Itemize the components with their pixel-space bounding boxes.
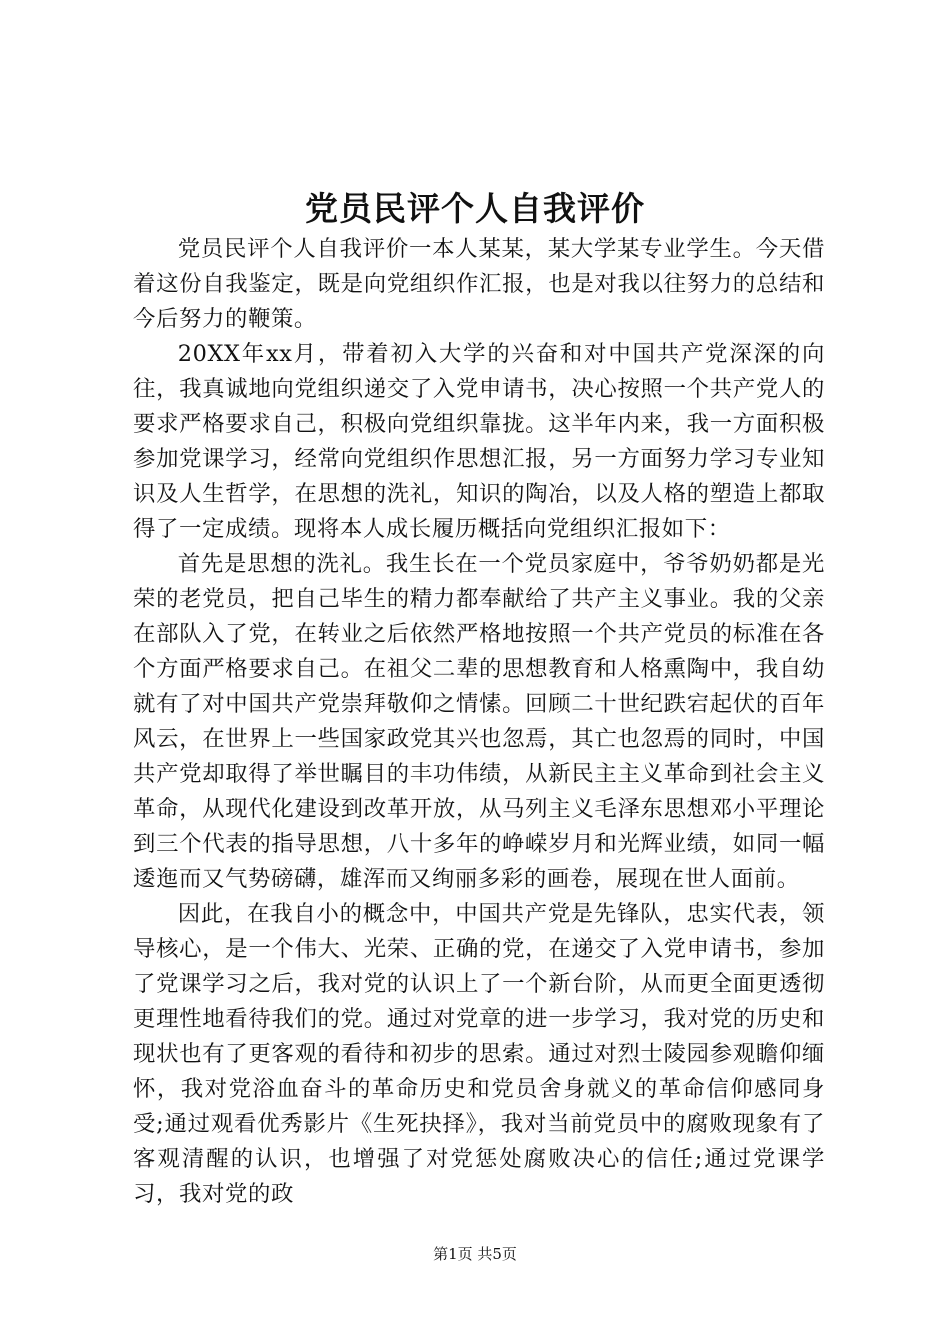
- paragraph: 首先是思想的洗礼。我生长在一个党员家庭中，爷爷奶奶都是光荣的老党员，把自己毕生的精力都奉献给了共产主义事业。我的父亲在部队入了党，在转业之后依然严格地按照一个共产党员的标准在各个方面严格要求自己。在祖父二辈的思想教育和人格熏陶中，我自幼就有了对中国共产党崇拜敬仰之情愫。回顾二十世纪跌宕起伏的百年风云，在世界上一些国家政党其兴也忽焉，其亡也忽焉的同时，中国共产党却取得了举世瞩目的丰功伟绩，从新民主主义革命到社会主义革命，从现代化建设到改革开放，从马列主义毛泽东思想邓小平理论到三个代表的指导思想，八十多年的峥嵘岁月和光辉业绩，如同一幅逶迤而又气势磅礴，雄浑而又绚丽多彩的画卷，展现在世人面前。: [133, 551, 825, 892]
- paragraph: 20XX年xx月，带着初入大学的兴奋和对中国共产党深深的向往，我真诚地向党组织递交了入党申请书，决心按照一个共产党人的要求严格要求自己，积极向党组织靠拢。这半年内来，我一方面积极参加党课学习，经常向党组织作思想汇报，另一方面努力学习专业知识及人生哲学，在思想的洗礼，知识的陶冶，以及人格的塑造上都取得了一定成绩。现将本人成长履历概括向党组织汇报如下：: [133, 341, 825, 542]
- document-title: 党员民评个人自我评价: [305, 189, 645, 228]
- paragraph: 党员民评个人自我评价一本人某某，某大学某专业学生。今天借着这份自我鉴定，既是向党组织作汇报，也是对我以往努力的总结和今后努力的鞭策。: [133, 236, 825, 332]
- paragraph: 因此，在我自小的概念中，中国共产党是先锋队，忠实代表，领导核心，是一个伟大、光荣、正确的党，在递交了入党申请书，参加了党课学习之后，我对党的认识上了一个新台阶，从而更全面更透彻更理性地看待我们的党。通过对党章的进一步学习，我对党的历史和现状也有了更客观的看待和初步的思索。通过对烈士陵园参观瞻仰缅怀，我对党浴血奋斗的革命历史和党员舍身就义的革命信仰感同身受;通过观看优秀影片《生死抉择》，我对当前党员中的腐败现象有了客观清醒的认识，也增强了对党惩处腐败决心的信任;通过党课学习，我对党的政: [133, 901, 825, 1207]
- page-number-footer: 第1页 共5页: [433, 1245, 517, 1263]
- document-body: [133, 232, 825, 1212]
